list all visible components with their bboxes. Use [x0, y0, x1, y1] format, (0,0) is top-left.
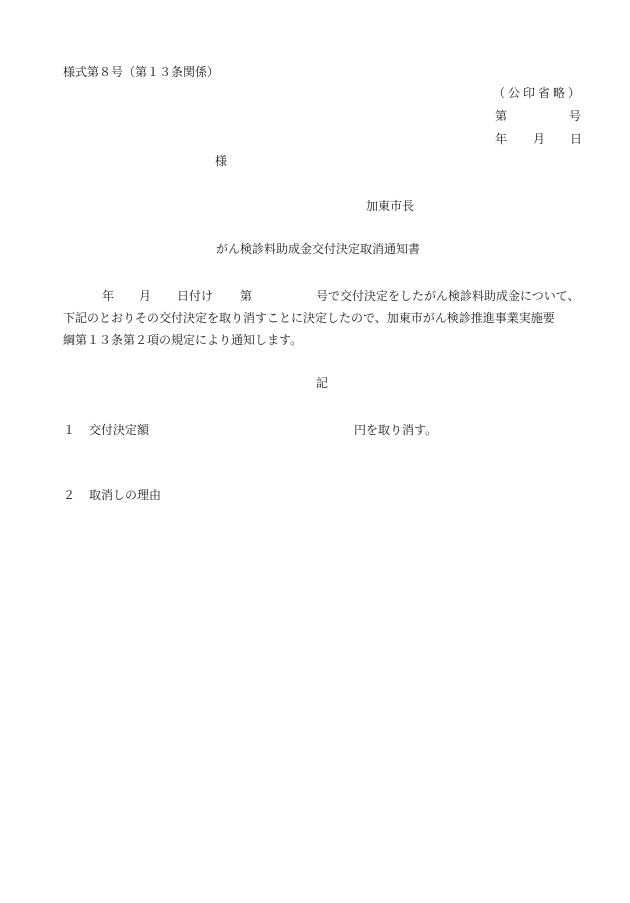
issue-date-year: 年 — [495, 132, 508, 146]
body-number-prefix: 第 — [240, 289, 253, 303]
form-number: 様式第８号（第１３条関係） — [63, 65, 220, 79]
item-suffix: 円を取り消す。 — [354, 423, 438, 437]
issue-date-day: 日 — [570, 132, 583, 146]
body-month: 月 — [139, 289, 152, 303]
body-line1-text: 号で交付決定をしたがん検診料助成金について、 — [316, 289, 580, 303]
document-number-suffix: 号 — [569, 109, 582, 123]
body-line2: 下記のとおりその交付決定を取り消すことに決定したので、加東市がん検診推進事業実施要 — [63, 311, 555, 325]
document-title: がん検診料助成金交付決定取消通知書 — [216, 242, 421, 256]
item-number: １ — [63, 423, 76, 437]
document-number-prefix: 第 — [495, 109, 508, 123]
sender-title: 加東市長 — [366, 199, 415, 213]
body-line3: 綱第１３条第２項の規定により通知します。 — [63, 333, 303, 347]
seal-omitted: （公印省略） — [493, 86, 584, 100]
recipient-suffix: 様 — [215, 154, 228, 168]
ki-heading: 記 — [316, 376, 329, 390]
body-year: 年 — [102, 289, 115, 303]
issue-date-month: 月 — [533, 132, 546, 146]
body-date-suffix: 日付け — [177, 289, 214, 303]
item-label: 取消しの理由 — [89, 488, 162, 502]
item-number: ２ — [63, 488, 76, 502]
item-label: 交付決定額 — [89, 423, 150, 437]
